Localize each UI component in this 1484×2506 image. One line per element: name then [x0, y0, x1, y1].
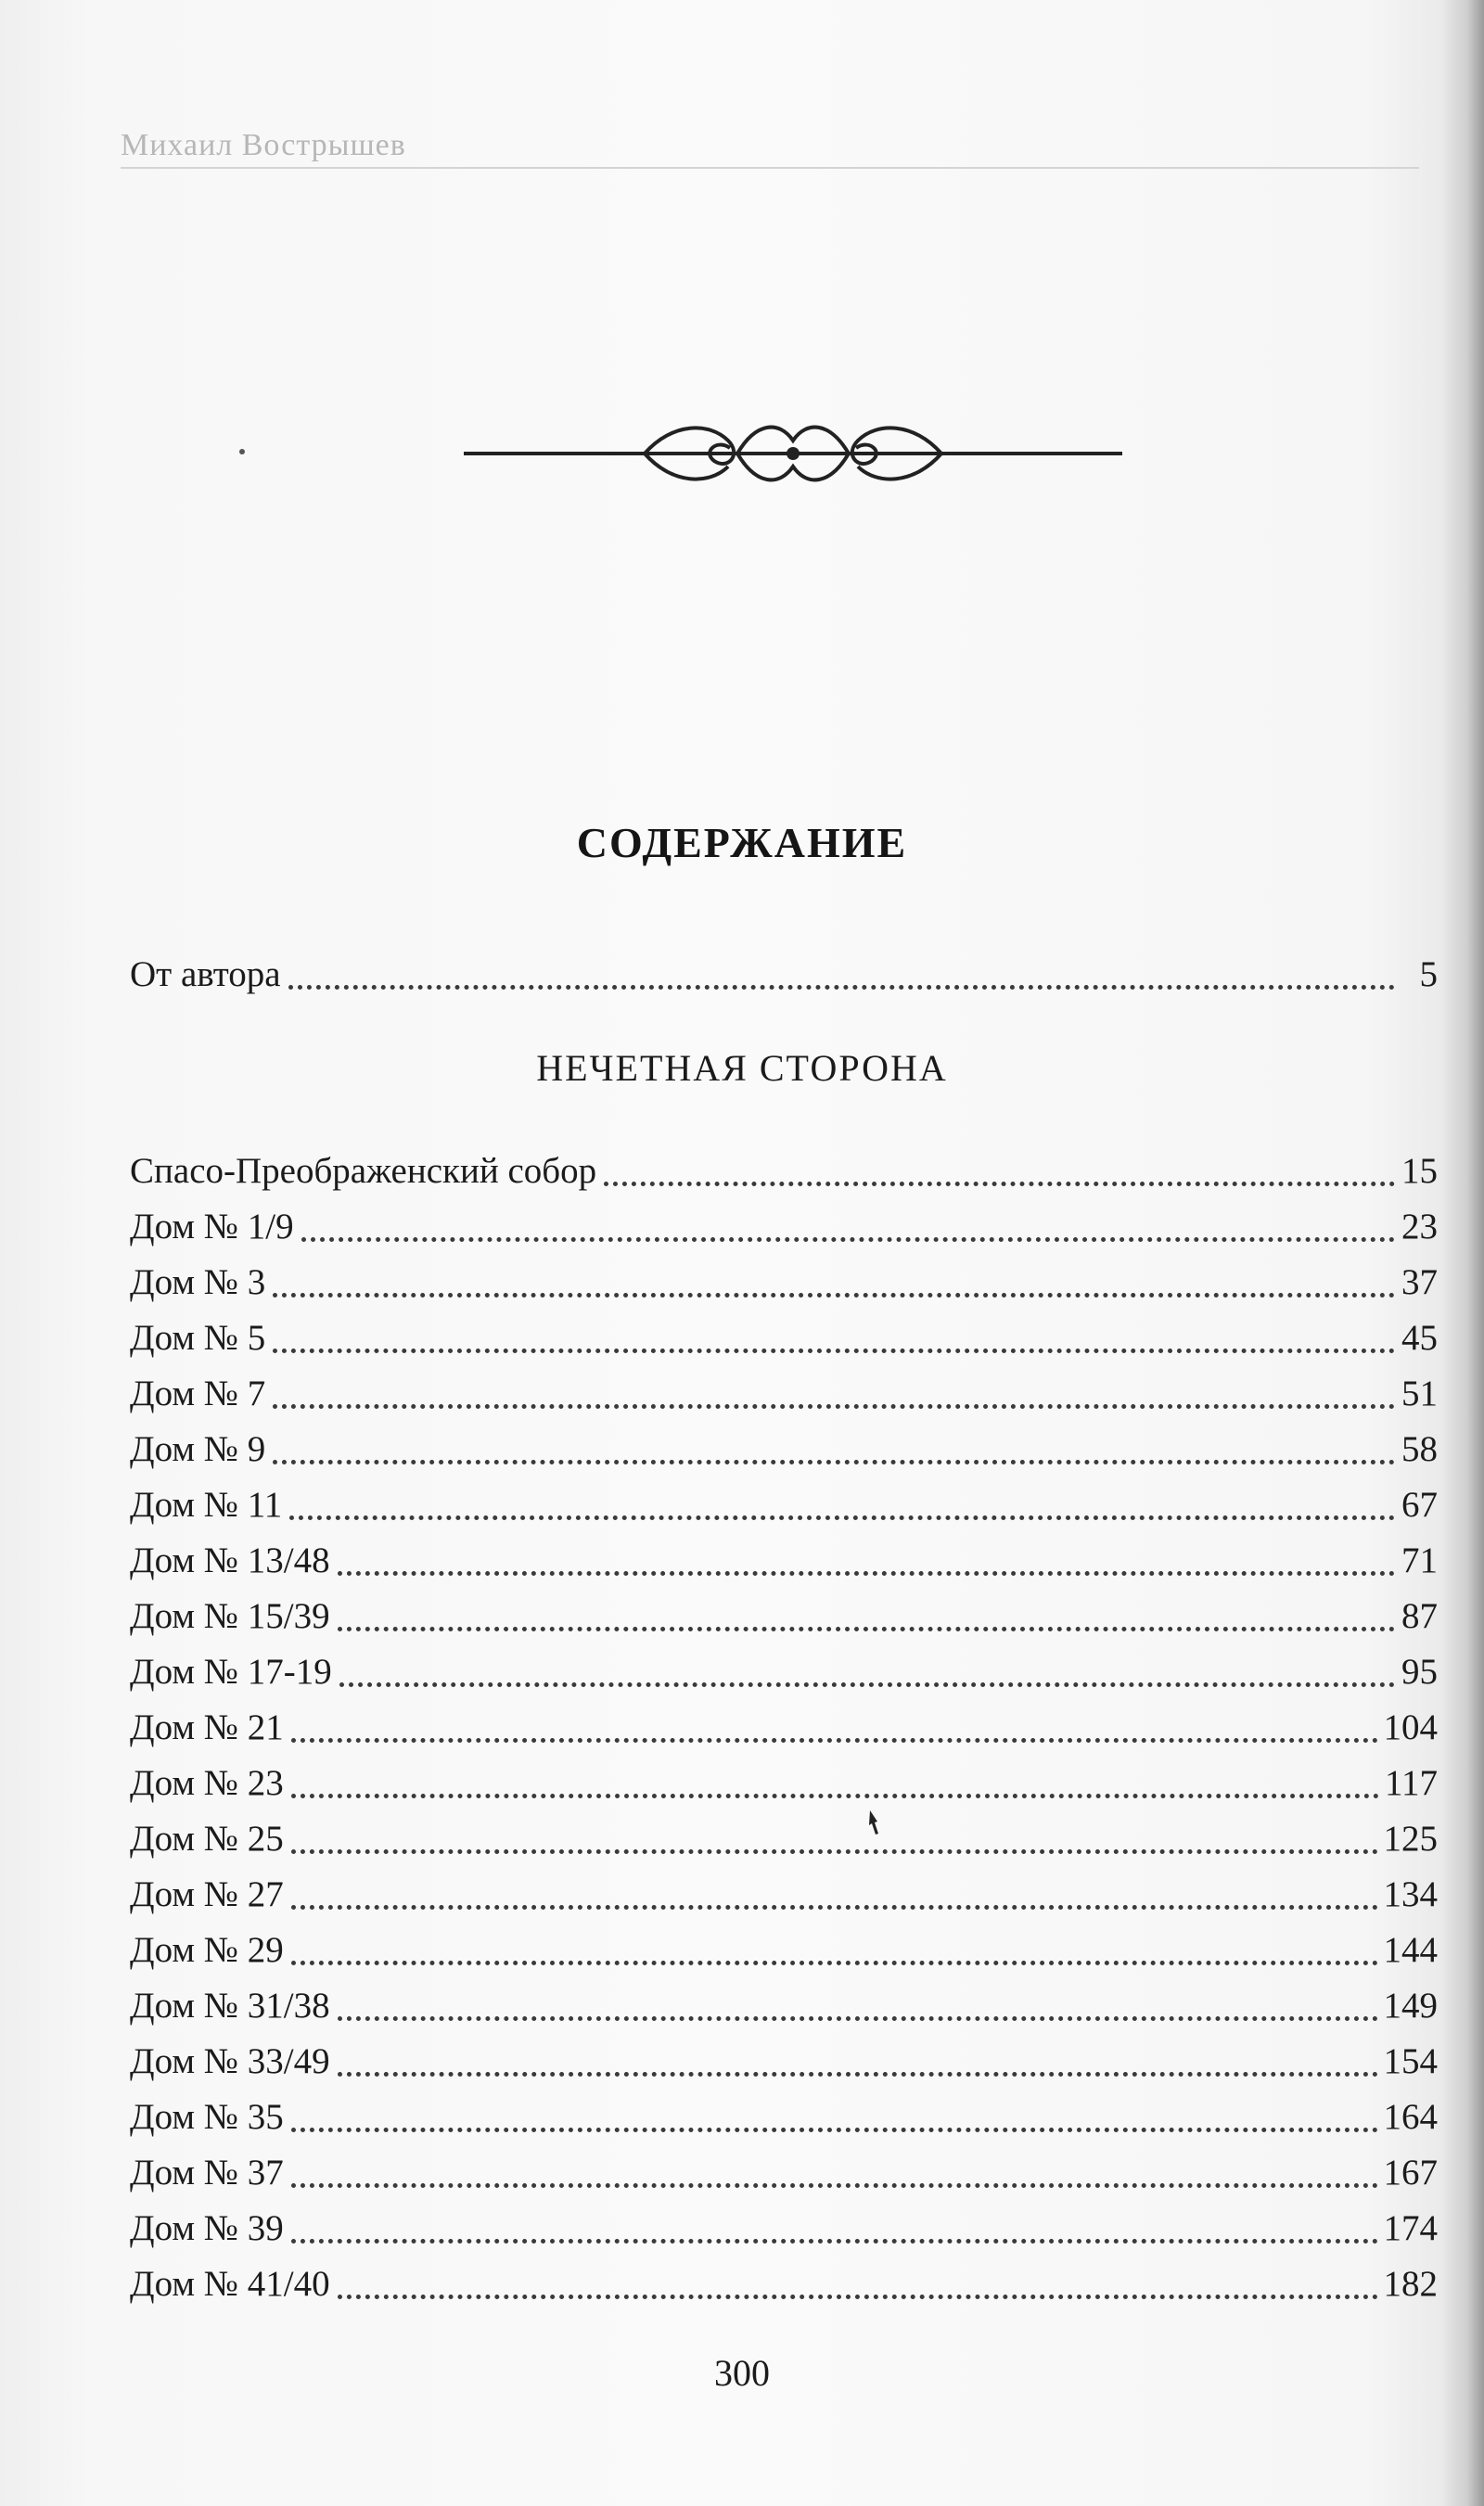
toc-entry-page: 15 [1401, 1151, 1438, 1191]
toc-leader-dots [291, 1905, 1378, 1910]
toc-entry [130, 1424, 1438, 1476]
toc-entry-page: 174 [1383, 2208, 1438, 2248]
toc-leader-dots [291, 1961, 1378, 1965]
toc-entry [130, 1479, 1438, 1531]
toc-entry-label: Дом № 29 [130, 1930, 284, 1970]
toc-entry-page: 58 [1401, 1429, 1438, 1469]
toc-entry-page: 5 [1419, 954, 1438, 994]
toc-leader-dots [338, 1627, 1395, 1631]
toc-entry [130, 1813, 1438, 1865]
toc-leader-dots [338, 2295, 1378, 2299]
toc-leader-dots [288, 985, 1395, 990]
toc-entry [130, 2147, 1438, 2199]
toc-entry-label: Дом № 35 [130, 2097, 284, 2137]
toc-entry [130, 1257, 1438, 1309]
toc-leader-dots [291, 1738, 1378, 1743]
toc-entry-page: 87 [1401, 1596, 1438, 1636]
toc-leader-dots [273, 1460, 1395, 1464]
toc-entry-label: От автора [130, 954, 281, 994]
toc-entry [130, 2091, 1438, 2143]
toc-leader-dots [604, 1182, 1395, 1186]
toc-entry-page: 154 [1383, 2041, 1438, 2081]
toc-entry-label: Дом № 31/38 [130, 1986, 330, 2026]
toc-leader-dots [291, 2239, 1378, 2244]
toc-entry-page: 95 [1401, 1652, 1438, 1692]
toc-entry-label: Дом № 9 [130, 1429, 266, 1469]
toc-entry-page: 104 [1383, 1707, 1438, 1747]
toc-entry [130, 1924, 1438, 1976]
toc-leader-dots [291, 1794, 1379, 1798]
toc-leader-dots [273, 1404, 1395, 1409]
toc-entry [130, 1368, 1438, 1420]
toc-entry [130, 1591, 1438, 1643]
toc-entry [130, 1312, 1438, 1364]
toc-intro-entry [130, 949, 1438, 1001]
toc-entry [130, 1702, 1438, 1754]
toc-entry [130, 1869, 1438, 1921]
toc-entry-label: Дом № 3 [130, 1262, 266, 1302]
toc-entry [130, 1535, 1438, 1587]
toc-leader-dots [338, 2072, 1378, 2077]
toc-entry-label: Дом № 5 [130, 1318, 266, 1358]
toc-entry-page: 134 [1383, 1874, 1438, 1914]
toc-entry-label: Дом № 7 [130, 1374, 266, 1413]
toc-entry-label: Дом № 37 [130, 2153, 284, 2193]
toc-entry-page: 67 [1401, 1485, 1438, 1525]
toc-entry-page: 167 [1383, 2153, 1438, 2193]
toc-leader-dots [338, 2016, 1378, 2021]
toc-entry-label: Дом № 33/49 [130, 2041, 330, 2081]
toc-entry-label: Дом № 27 [130, 1874, 284, 1914]
running-head: Михаил Вострышев [121, 128, 406, 162]
ornament-divider [459, 403, 1127, 515]
toc-leader-dots [301, 1237, 1395, 1242]
toc-entry [130, 2258, 1438, 2310]
toc-entry-page: 45 [1401, 1318, 1438, 1358]
toc-entry-label: Дом № 17-19 [130, 1652, 332, 1692]
toc-leader-dots [273, 1349, 1395, 1353]
page-title: СОДЕРЖАНИЕ [576, 819, 908, 866]
toc-entry-page: 23 [1401, 1207, 1438, 1247]
cursor-icon [867, 1809, 880, 1836]
toc-entry [130, 2036, 1438, 2088]
page-number: 300 [714, 2352, 770, 2394]
toc-leader-dots [289, 1515, 1395, 1520]
toc-entry-label: Дом № 21 [130, 1707, 284, 1747]
toc-entry-page: 164 [1383, 2097, 1438, 2137]
toc-entry-label: Дом № 25 [130, 1819, 284, 1859]
toc-entry-label: Дом № 11 [130, 1485, 283, 1525]
toc-entry-label: Дом № 39 [130, 2208, 284, 2248]
toc-entry-label: Дом № 13/48 [130, 1541, 330, 1580]
toc-leader-dots [291, 1849, 1378, 1854]
toc-entry-label: Дом № 1/9 [130, 1207, 294, 1247]
section-heading: НЕЧЕТНАЯ СТОРОНА [536, 1047, 948, 1089]
toc-entry-label: Дом № 41/40 [130, 2264, 330, 2304]
toc-leader-dots [338, 1571, 1395, 1576]
ornament-divider-icon [459, 403, 1127, 515]
toc-entry-page: 51 [1401, 1374, 1438, 1413]
toc-leader-dots [291, 2183, 1378, 2188]
toc-entry [130, 1980, 1438, 2032]
toc-entry [130, 2203, 1438, 2255]
toc-entry-page: 117 [1384, 1763, 1438, 1803]
toc-leader-dots [339, 1682, 1395, 1687]
toc-entry-label: Дом № 15/39 [130, 1596, 330, 1636]
toc-entry-page: 71 [1401, 1541, 1438, 1580]
toc-entry-page: 144 [1383, 1930, 1438, 1970]
toc-entry-page: 37 [1401, 1262, 1438, 1302]
toc-entry [130, 1758, 1438, 1809]
toc-entry-label: Спасо-Преображенский собор [130, 1151, 597, 1191]
toc-entry-label: Дом № 23 [130, 1763, 284, 1803]
toc-leader-dots [291, 2128, 1378, 2132]
toc-entry [130, 1646, 1438, 1698]
toc-leader-dots [273, 1293, 1395, 1298]
toc-entry-page: 182 [1383, 2264, 1438, 2304]
page-edge-shadow [1441, 0, 1484, 2506]
toc-entry [130, 1145, 1438, 1197]
toc-entry [130, 1201, 1438, 1253]
toc-entry-page: 125 [1383, 1819, 1438, 1859]
header-rule [121, 167, 1419, 169]
toc-entry-page: 149 [1383, 1986, 1438, 2026]
ink-dot [239, 449, 245, 454]
